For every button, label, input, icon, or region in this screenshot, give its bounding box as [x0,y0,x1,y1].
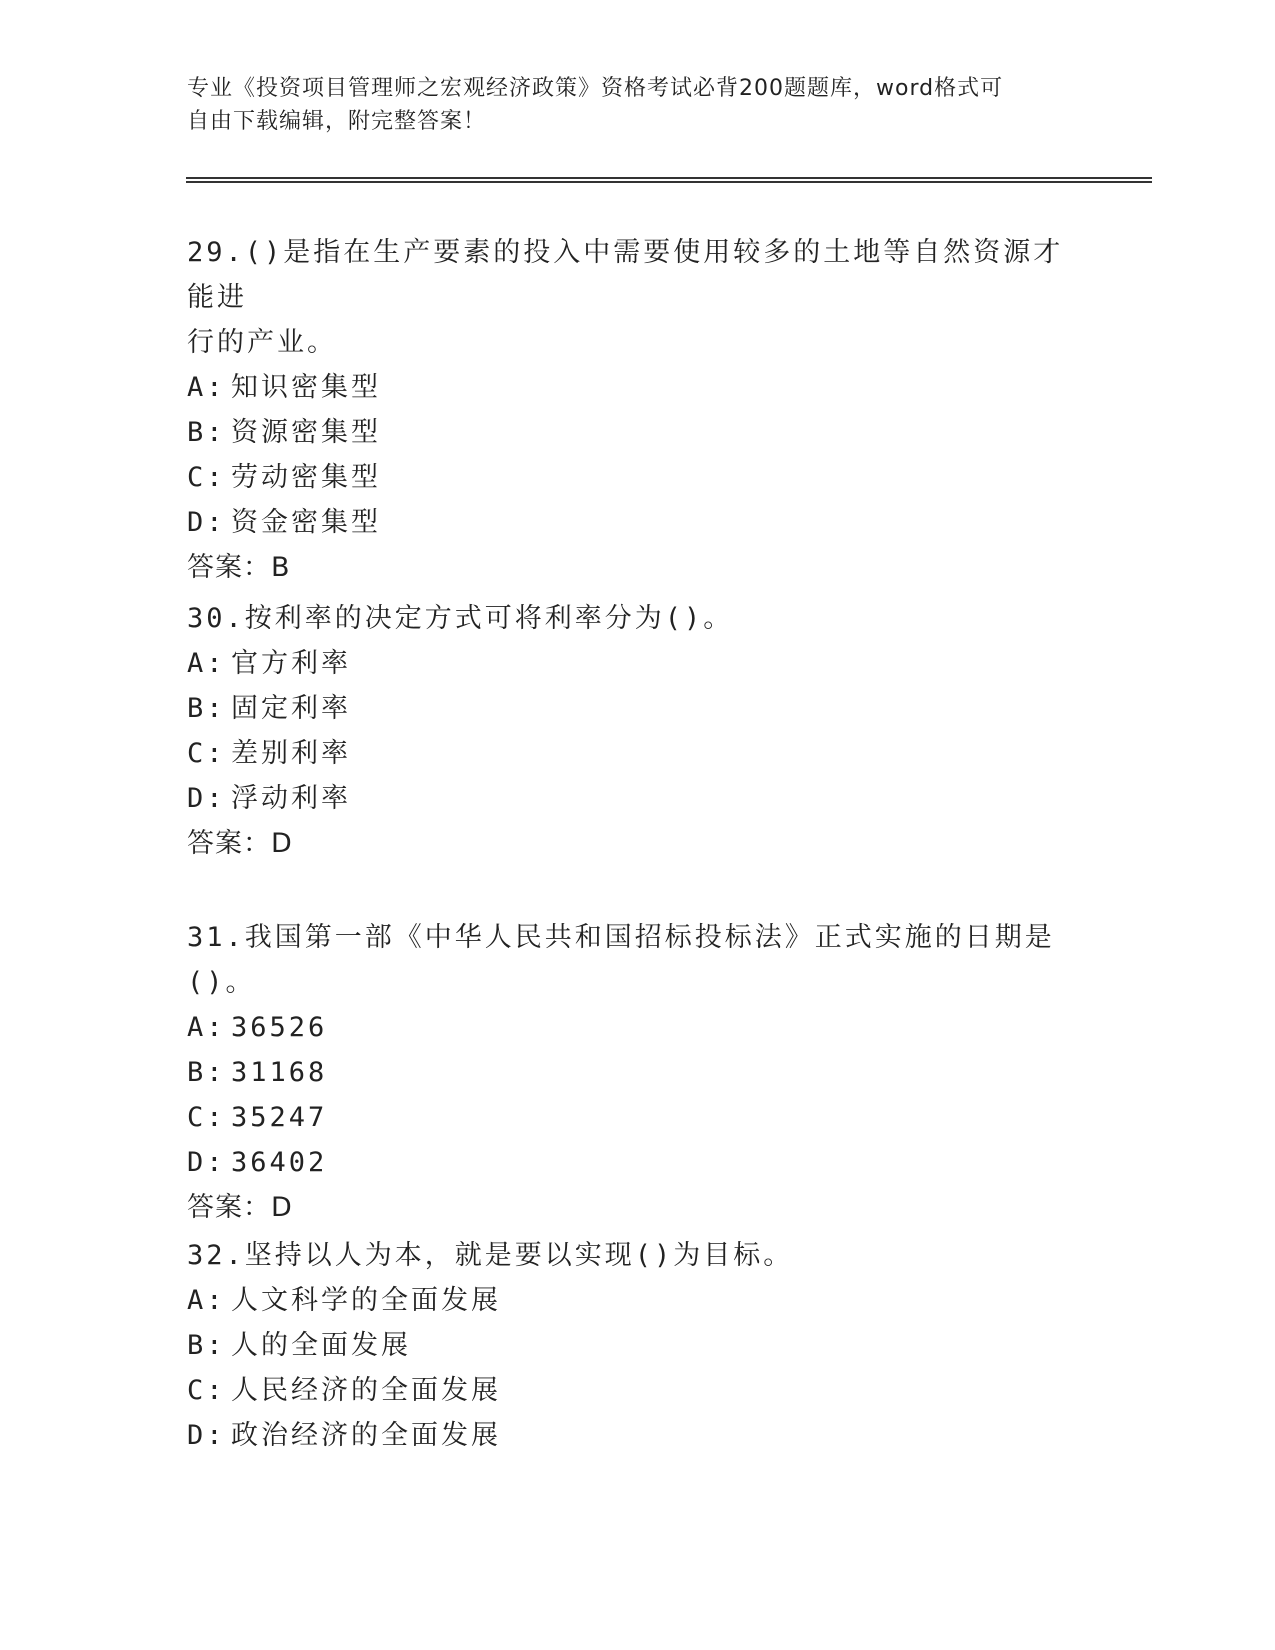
option-c [187,1368,1087,1413]
option-c [187,1095,1087,1140]
option-key: A: [187,648,226,679]
question-32 [187,1233,1087,1458]
option-key: B: [187,693,226,724]
header-line-2: 自由下载编辑，附完整答案！ [187,109,487,134]
option-text: 资金密集型 [231,507,381,538]
question-text-line-1: 29.()是指在生产要素的投入中需要使用较多的土地等自然资源才能进 [187,237,1064,313]
option-text: 人民经济的全面发展 [231,1375,501,1406]
question-31 [187,915,1087,1230]
option-b [187,1050,1087,1095]
option-b [187,410,1087,455]
answer-line: 答案：D [187,828,293,859]
option-b [187,1323,1087,1368]
option-c [187,731,1087,776]
header-double-rule [186,177,1152,183]
option-text: 官方利率 [231,648,351,679]
header-line-1: 专业《投资项目管理师之宏观经济政策》资格考试必背200题题库，word格式可 [187,76,1004,101]
answer-line: 答案：D [187,1192,293,1223]
option-text: 人文科学的全面发展 [231,1285,501,1316]
option-key: B: [187,1330,226,1361]
option-key: C: [187,1102,226,1133]
document-header [187,72,1087,138]
option-text: 差别利率 [231,738,351,769]
question-text-line-1: 31.我国第一部《中华人民共和国招标投标法》正式实施的日期是()。 [187,922,1055,998]
option-key: B: [187,1057,226,1088]
answer-line: 答案：B [187,552,291,583]
option-text: 劳动密集型 [231,462,381,493]
option-d [187,1140,1087,1185]
question-text-line-2: 行的产业。 [187,327,337,358]
question-text-line-1: 32.坚持以人为本，就是要以实现()为目标。 [187,1240,794,1271]
option-text: 固定利率 [231,693,351,724]
question-29 [187,230,1087,590]
option-text: 36402 [231,1147,328,1178]
option-a [187,1278,1087,1323]
option-c [187,455,1087,500]
option-key: A: [187,1285,226,1316]
option-a [187,365,1087,410]
option-key: C: [187,1375,226,1406]
option-key: A: [187,372,226,403]
option-key: D: [187,1420,226,1451]
option-text: 政治经济的全面发展 [231,1420,501,1451]
option-text: 36526 [231,1012,328,1043]
option-key: D: [187,783,226,814]
option-text: 人的全面发展 [231,1330,411,1361]
option-key: A: [187,1012,226,1043]
option-a [187,641,1087,686]
option-text: 浮动利率 [231,783,351,814]
question-30 [187,596,1087,866]
option-key: D: [187,507,226,538]
option-text: 35247 [231,1102,328,1133]
option-d [187,1413,1087,1458]
option-text: 知识密集型 [231,372,381,403]
option-text: 31168 [231,1057,328,1088]
option-key: B: [187,417,226,448]
option-d [187,500,1087,545]
option-key: C: [187,462,226,493]
option-key: D: [187,1147,226,1178]
option-text: 资源密集型 [231,417,381,448]
question-text-line-1: 30.按利率的决定方式可将利率分为()。 [187,603,734,634]
option-a [187,1005,1087,1050]
option-b [187,686,1087,731]
option-d [187,776,1087,821]
option-key: C: [187,738,226,769]
